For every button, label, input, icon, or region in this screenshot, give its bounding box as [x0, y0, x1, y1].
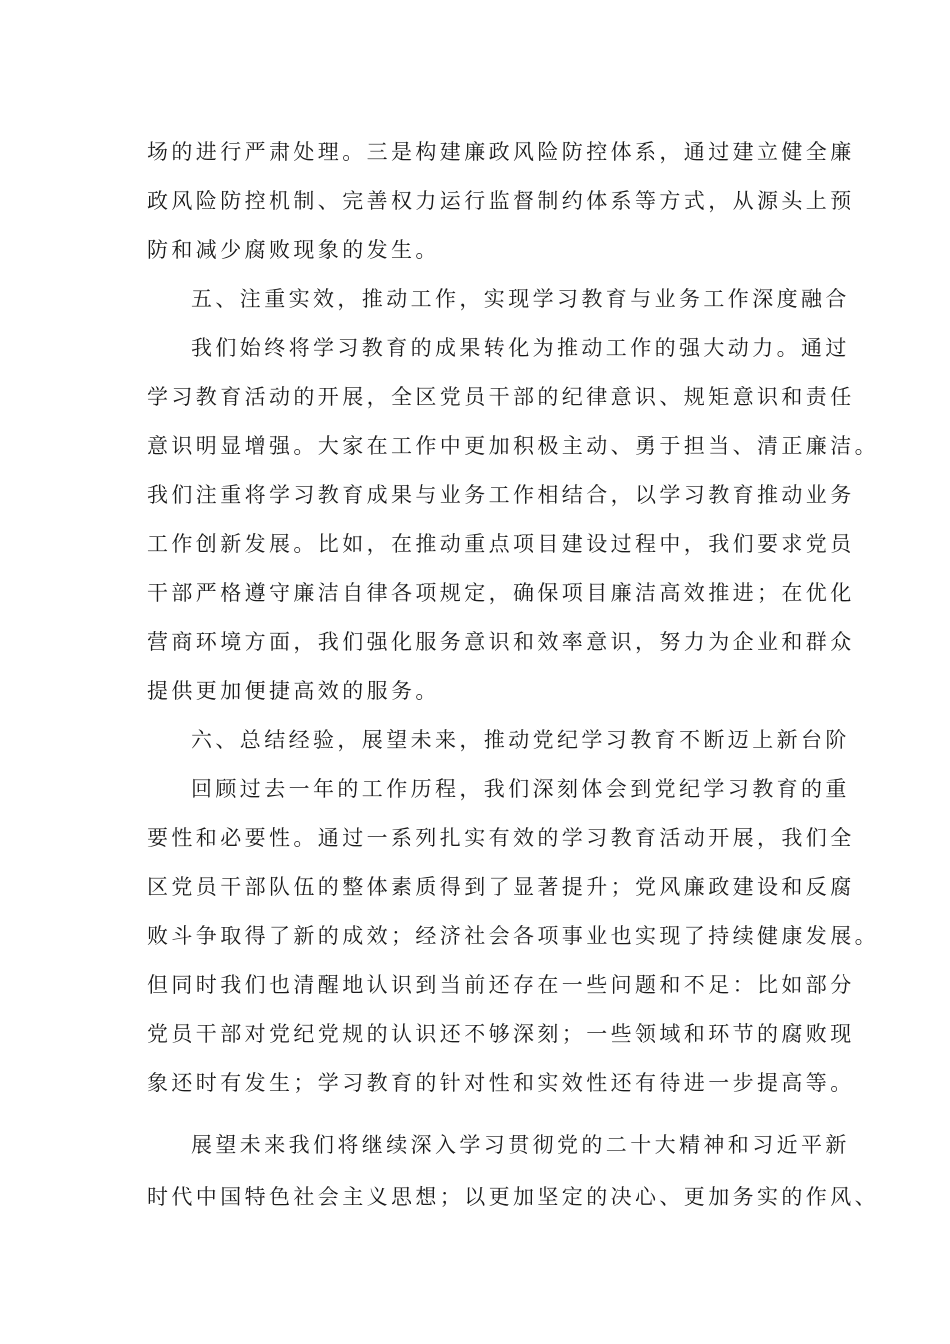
body-text-line: 干部严格遵守廉洁自律各项规定，确保项目廉洁高效推进；在优化: [147, 581, 855, 605]
body-text-line: 时代中国特色社会主义思想；以更加坚定的决心、更加务实的作风、: [147, 1185, 879, 1209]
body-text-line: 提供更加便捷高效的服务。: [147, 679, 440, 703]
body-text-line: 防和减少腐败现象的发生。: [147, 238, 440, 262]
body-text-line: 回顾过去一年的工作历程，我们深刻体会到党纪学习教育的重: [191, 777, 850, 801]
body-text-line: 场的进行严肃处理。三是构建廉政风险防控体系，通过建立健全廉: [147, 140, 855, 164]
body-text-line: 政风险防控机制、完善权力运行监督制约体系等方式，从源头上预: [147, 189, 855, 213]
body-text-line: 但同时我们也清醒地认识到当前还存在一些问题和不足：比如部分: [147, 973, 855, 997]
body-text-line: 意识明显增强。大家在工作中更加积极主动、勇于担当、清正廉洁。: [147, 434, 879, 458]
body-text-line: 我们注重将学习教育成果与业务工作相结合，以学习教育推动业务: [147, 483, 855, 507]
body-text-line: 党员干部对党纪党规的认识还不够深刻；一些领域和环节的腐败现: [147, 1022, 855, 1046]
body-text-line: 学习教育活动的开展，全区党员干部的纪律意识、规矩意识和责任: [147, 385, 855, 409]
body-text-line: 我们始终将学习教育的成果转化为推动工作的强大动力。通过: [191, 336, 850, 360]
section-heading-5: 五、注重实效，推动工作，实现学习教育与业务工作深度融合: [191, 287, 850, 311]
body-text-line: 营商环境方面，我们强化服务意识和效率意识，努力为企业和群众: [147, 630, 855, 654]
body-text-line: 区党员干部队伍的整体素质得到了显著提升；党风廉政建设和反腐: [147, 875, 855, 899]
body-text-line: 败斗争取得了新的成效；经济社会各项事业也实现了持续健康发展。: [147, 924, 879, 948]
body-text-line: 展望未来我们将继续深入学习贯彻党的二十大精神和习近平新: [191, 1133, 850, 1157]
body-text-line: 工作创新发展。比如，在推动重点项目建设过程中，我们要求党员: [147, 532, 855, 556]
section-heading-6: 六、总结经验，展望未来，推动党纪学习教育不断迈上新台阶: [191, 728, 850, 752]
body-text-line: 要性和必要性。通过一系列扎实有效的学习教育活动开展，我们全: [147, 826, 855, 850]
body-text-line: 象还时有发生；学习教育的针对性和实效性还有待进一步提高等。: [147, 1071, 855, 1095]
